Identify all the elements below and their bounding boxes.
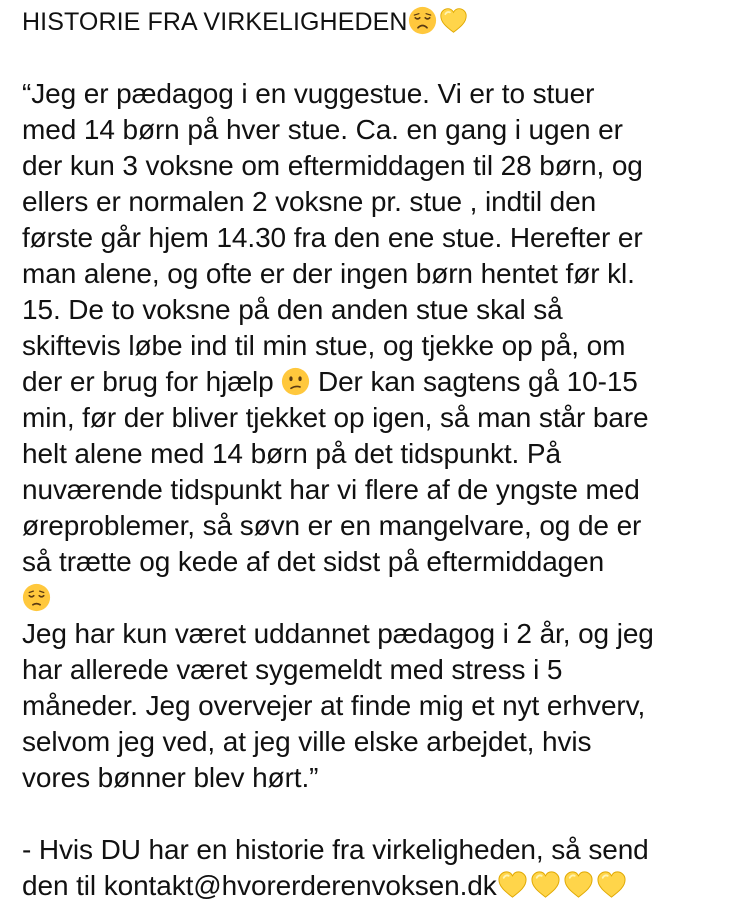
quote-line: selvom jeg ved, at jeg ville elske arbejdet, hvis: [22, 726, 592, 757]
yellow-heart-icon: [530, 869, 561, 900]
quote-line: skiftevis løbe ind til min stue, og tjekke op på, om: [22, 330, 626, 361]
post-title: HISTORIE FRA VIRKELIGHEDEN: [22, 8, 408, 36]
quote-line: med 14 børn på hver stue. Ca. en gang i ugen er: [22, 114, 623, 145]
quote-line: ellers er normalen 2 voksne pr. stue , indtil den: [22, 186, 597, 217]
paragraph-gap: [22, 796, 742, 832]
quote-text: der er brug for hjælp: [22, 366, 274, 397]
post-title-line: [22, 4, 742, 40]
post-body: [22, 4, 742, 904]
quote-line: har allerede været sygemeldt med stress i 5: [22, 654, 563, 685]
quote-line: helt alene med 14 børn på det tidspunkt. På: [22, 438, 561, 469]
quote-line: vores bønner blev hørt.”: [22, 762, 319, 793]
yellow-heart-icon: [439, 6, 468, 35]
quote-line-with-emoji: [22, 364, 742, 400]
quote-line: 15. De to voksne på den anden stue skal så: [22, 294, 563, 325]
quote-line: øreproblemer, så søvn er en mangelvare, og de er: [22, 510, 642, 541]
quote-line: måneder. Jeg overvejer at finde mig et nyt erhverv,: [22, 690, 646, 721]
quote-line: man alene, og ofte er der ingen børn hentet før kl.: [22, 258, 635, 289]
contact-text: den til kontakt@hvorerderenvoksen.dk: [22, 870, 497, 901]
footer-line-with-emoji: [22, 868, 742, 904]
quote-line: der kun 3 voksne om eftermiddagen til 28 børn, og: [22, 150, 643, 181]
emoji-line: [22, 580, 742, 616]
quote-line: nuværende tidspunkt har vi flere af de yngste med: [22, 474, 640, 505]
confused-face-icon: [281, 367, 310, 396]
disappointed-face-icon: [408, 6, 437, 35]
footer-line: - Hvis DU har en historie fra virkeligheden, så send: [22, 834, 649, 865]
yellow-heart-icon: [497, 869, 528, 900]
quote-line: min, før der bliver tjekket op igen, så man står bare: [22, 402, 649, 433]
quote-line: “Jeg er pædagog i en vuggestue. Vi er to stuer: [22, 78, 595, 109]
pensive-face-icon: [22, 583, 51, 612]
paragraph-gap: [22, 40, 742, 76]
yellow-heart-icon: [596, 869, 627, 900]
quote-line: så trætte og kede af det sidst på eftermiddagen: [22, 546, 605, 577]
quote-text: Der kan sagtens gå 10-15: [317, 366, 638, 397]
quote-line: Jeg har kun været uddannet pædagog i 2 år, og jeg: [22, 618, 654, 649]
yellow-heart-icon: [563, 869, 594, 900]
quote-line: første går hjem 14.30 fra den ene stue. Herefter er: [22, 222, 643, 253]
